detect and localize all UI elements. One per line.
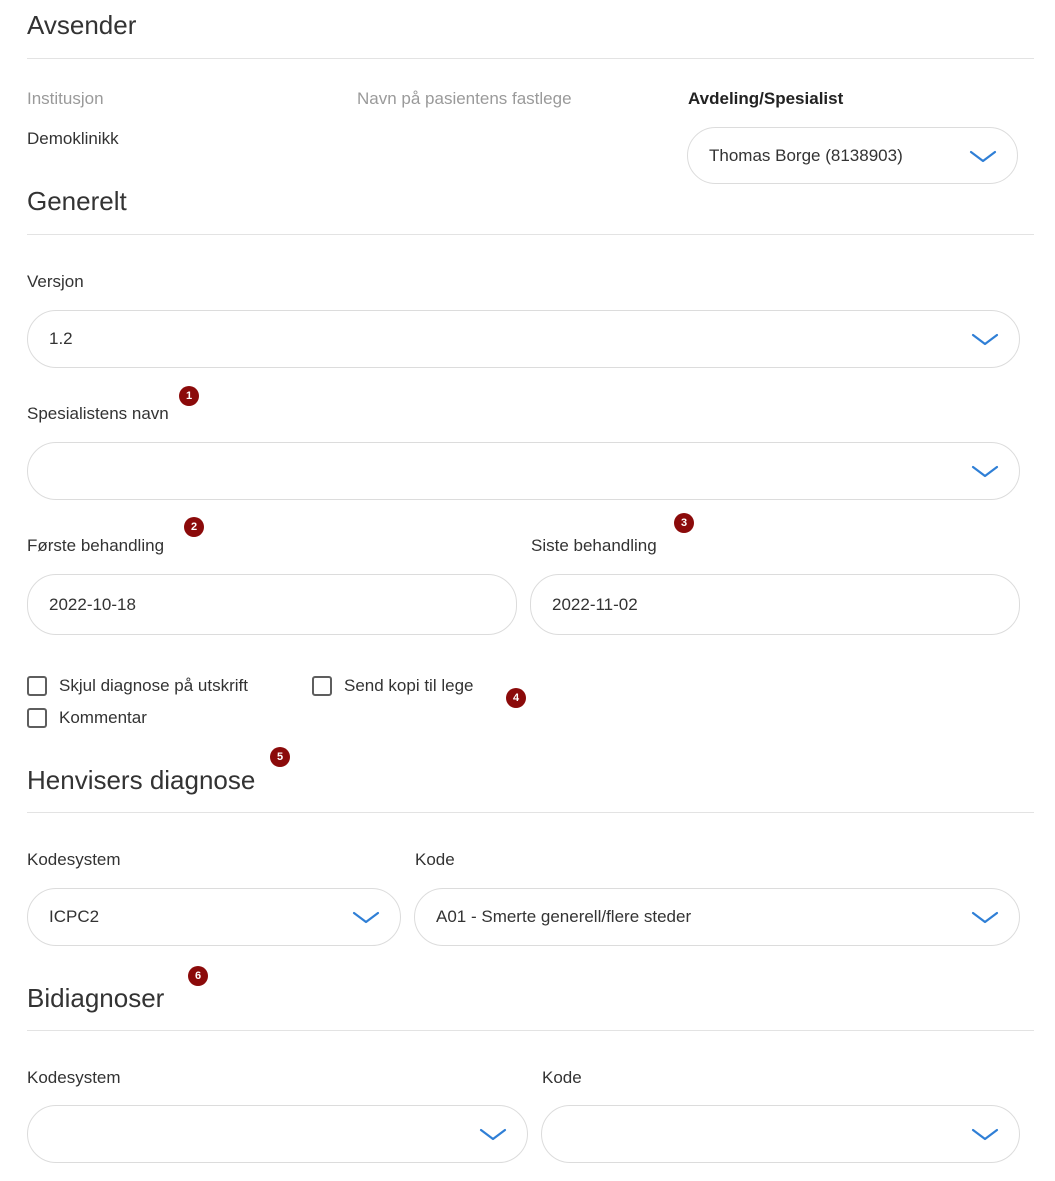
fastlege-label: Navn på pasientens fastlege	[357, 89, 572, 108]
badge-3: 3	[674, 513, 694, 533]
chevron-down-icon	[969, 150, 997, 164]
skjul-diagnose-checkbox[interactable]	[27, 676, 248, 696]
henvisers-kodesystem-value: ICPC2	[49, 907, 100, 926]
forste-behandling-input[interactable]	[27, 574, 517, 635]
henvisers-kode-value: A01 - Smerte generell/flere steder	[436, 907, 692, 926]
henvisers-kodesystem-label: Kodesystem	[27, 850, 121, 869]
section-title-avsender: Avsender	[27, 10, 137, 40]
badge-2: 2	[184, 517, 204, 537]
siste-behandling-value: 2022-11-02	[552, 594, 638, 614]
avdeling-label: Avdeling/Spesialist	[688, 89, 844, 108]
chevron-down-icon	[971, 465, 999, 479]
section-title-henvisers-diagnose: Henvisers diagnose	[27, 765, 256, 795]
spesialist-label: Spesialistens navn	[27, 404, 169, 423]
divider	[27, 812, 1034, 813]
chevron-down-icon	[971, 1128, 999, 1142]
section-title-bidiagnoser: Bidiagnoser	[27, 983, 165, 1013]
chevron-down-icon	[971, 911, 999, 925]
checkbox-box[interactable]	[27, 676, 47, 696]
send-kopi-checkbox[interactable]	[312, 676, 473, 696]
chevron-down-icon	[352, 911, 380, 925]
henvisers-kode-label: Kode	[415, 850, 455, 869]
chevron-down-icon	[479, 1128, 507, 1142]
henvisers-kode-select[interactable]	[414, 888, 1020, 946]
chevron-down-icon	[971, 333, 999, 347]
siste-behandling-input[interactable]	[530, 574, 1020, 635]
bidiagnoser-kodesystem-select[interactable]	[27, 1105, 528, 1163]
henvisers-kodesystem-select[interactable]	[27, 888, 401, 946]
badge-4: 4	[506, 688, 526, 708]
versjon-select[interactable]	[27, 310, 1020, 368]
institusjon-label: Institusjon	[27, 89, 104, 108]
avdeling-select-value: Thomas Borge (8138903)	[709, 145, 903, 165]
bidiagnoser-kode-label: Kode	[542, 1068, 582, 1087]
send-kopi-label: Send kopi til lege	[344, 676, 474, 695]
kommentar-label: Kommentar	[59, 708, 147, 727]
institusjon-value: Demoklinikk	[27, 129, 119, 148]
skjul-diagnose-label: Skjul diagnose på utskrift	[59, 676, 248, 695]
kommentar-checkbox[interactable]	[27, 708, 147, 728]
bidiagnoser-kodesystem-label: Kodesystem	[27, 1068, 121, 1087]
forste-behandling-value: 2022-10-18	[49, 594, 136, 614]
badge-6: 6	[188, 966, 208, 986]
versjon-label: Versjon	[27, 272, 84, 291]
forste-behandling-label: Første behandling	[27, 536, 165, 555]
checkbox-box[interactable]	[312, 676, 332, 696]
divider	[27, 234, 1034, 235]
divider	[27, 58, 1034, 59]
siste-behandling-label: Siste behandling	[531, 536, 657, 555]
badge-5: 5	[270, 747, 290, 767]
section-title-generelt: Generelt	[27, 186, 127, 216]
bidiagnoser-kode-select[interactable]	[541, 1105, 1020, 1163]
badge-1: 1	[179, 386, 199, 406]
versjon-select-value: 1.2	[49, 329, 73, 348]
checkbox-box[interactable]	[27, 708, 47, 728]
divider	[27, 1030, 1034, 1031]
avdeling-select[interactable]	[687, 127, 1018, 184]
spesialist-select[interactable]	[27, 442, 1020, 500]
